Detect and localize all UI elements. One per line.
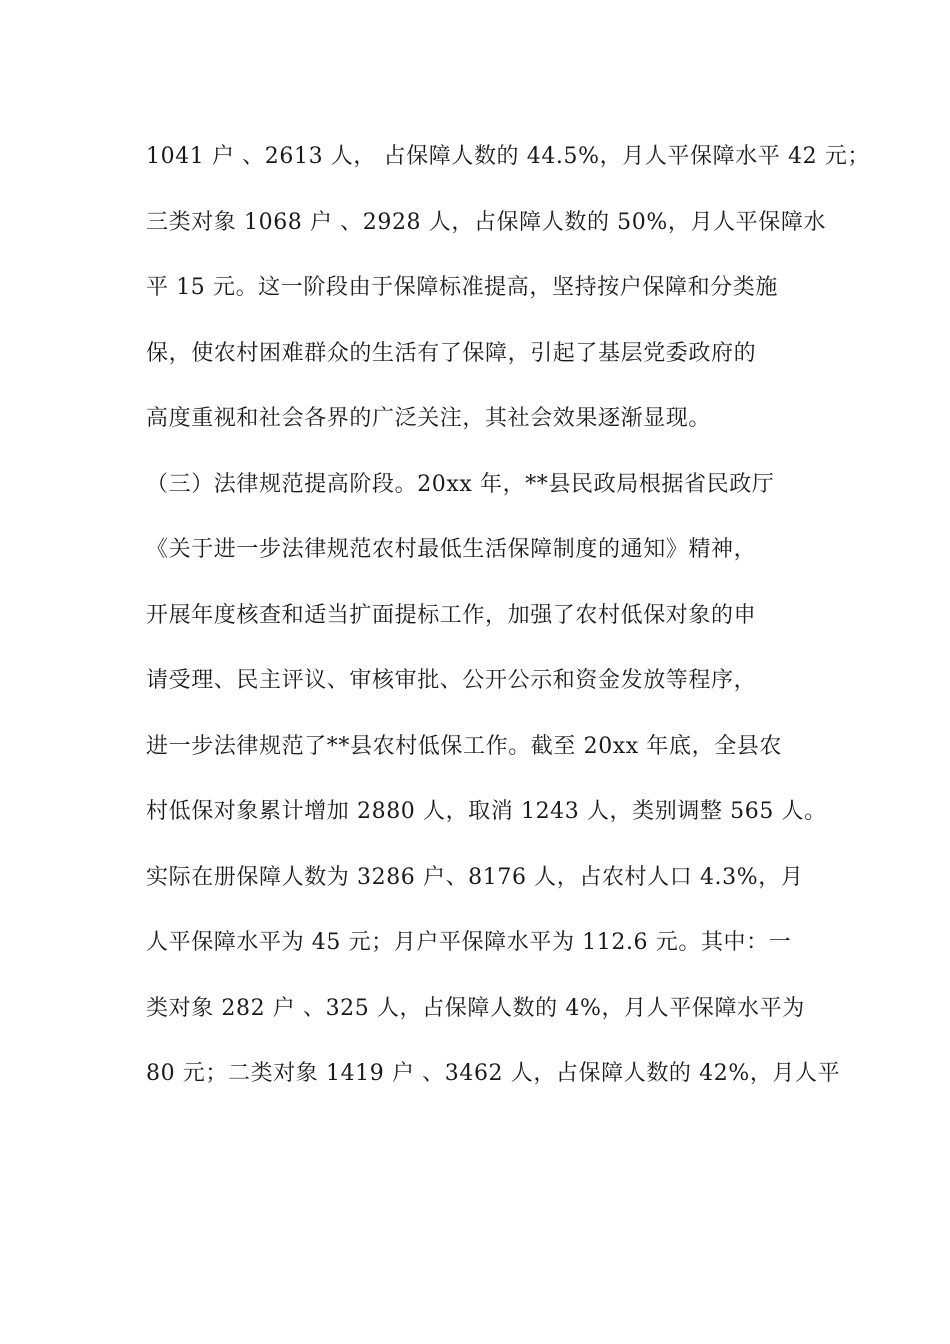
- text-line: 1041 户 、2613 人， 占保障人数的 44.5%，月人平保障水平 42 元；: [146, 144, 871, 169]
- text-line: 类对象 282 户 、325 人，占保障人数的 4%，月人平保障水平为: [146, 995, 805, 1021]
- text-line: 进一步法律规范了**县农村低保工作。截至 20xx 年底，全县农: [146, 733, 782, 759]
- section-heading-line: （三）法律规范提高阶段。20xx 年，**县民政局根据省民政厅: [146, 471, 775, 497]
- text-line: 保，使农村困难群众的生活有了保障，引起了基层党委政府的: [146, 340, 757, 366]
- text-line: 开展年度核查和适当扩面提标工作，加强了农村低保对象的申: [146, 602, 757, 628]
- text-line: 三类对象 1068 户 、2928 人，占保障人数的 50%，月人平保障水: [146, 209, 827, 235]
- text-line: 请受理、民主评议、审核审批、公开公示和资金发放等程序，: [146, 668, 757, 693]
- text-line: 高度重视和社会各界的广泛关注，其社会效果逐渐显现。: [146, 406, 712, 431]
- text-line: 实际在册保障人数为 3286 户、8176 人，占农村人口 4.3%，月: [146, 864, 804, 890]
- text-line: 80 元；二类对象 1419 户 、3462 人，占保障人数的 42%，月人平: [146, 1061, 841, 1086]
- text-line: 人平保障水平为 45 元；月户平保障水平为 112.6 元。其中：一: [146, 930, 792, 955]
- text-line: 平 15 元。这一阶段由于保障标准提高，坚持按户保障和分类施: [146, 275, 778, 300]
- text-line: 《关于进一步法律规范农村最低生活保障制度的通知》精神，: [146, 537, 757, 562]
- body-text: [146, 132, 871, 1115]
- text-line: 村低保对象累计增加 2880 人，取消 1243 人，类别调整 565 人。: [146, 799, 827, 824]
